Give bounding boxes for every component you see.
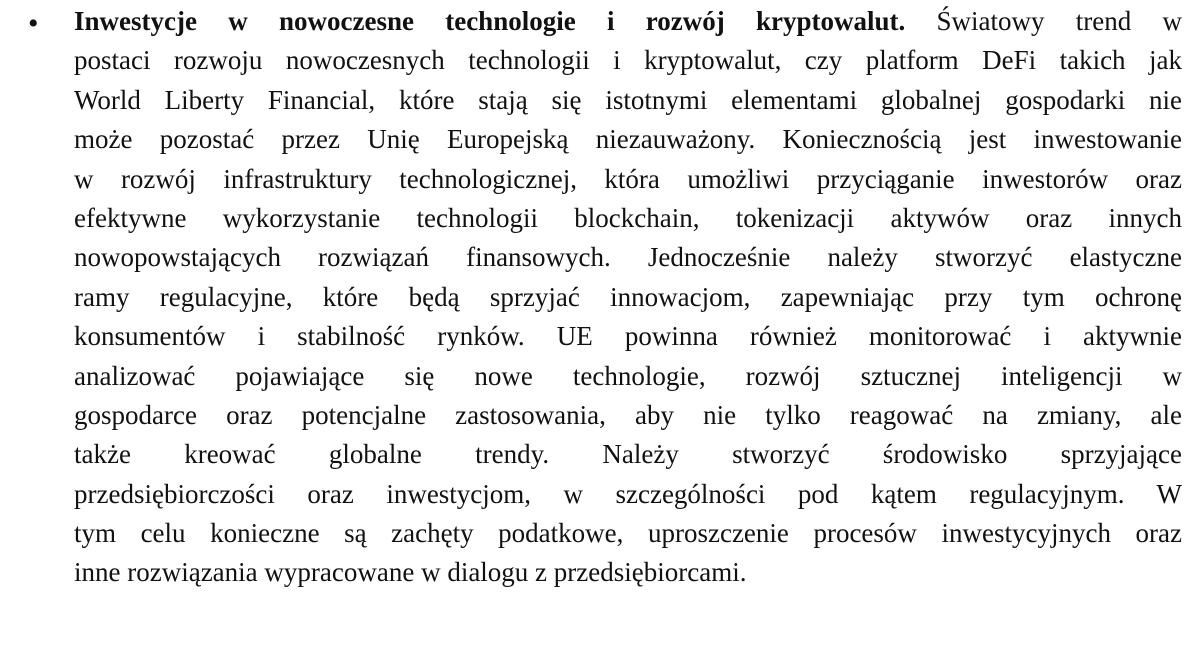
paragraph-text-line: przedsiębiorczości oraz inwestycjom, w szczególności pod kątem regulacyjnym. W (74, 478, 1182, 509)
bullet-paragraph (74, 2, 1182, 593)
paragraph-text-line: tym celu konieczne są zachęty podatkowe, uproszczenie procesów inwestycyjnych oraz (74, 518, 1182, 549)
paragraph-heading: Inwestycje w nowoczesne technologie i rozwój kryptowalut. (74, 6, 906, 36)
paragraph-text-line: nowopowstających rozwiązań finansowych. Jednocześnie należy stworzyć elastyczne (74, 242, 1182, 273)
bullet-point: • (28, 7, 39, 40)
paragraph-text-line: World Liberty Financial, które stają się istotnymi elementami globalnej gospodarki nie (74, 84, 1182, 115)
paragraph-text-line: Światowy trend w (905, 6, 1182, 36)
paragraph-text-line: analizować pojawiające się nowe technologie, rozwój sztucznej inteligencji w (74, 360, 1182, 391)
paragraph-text-line: gospodarce oraz potencjalne zastosowania, aby nie tylko reagować na zmiany, ale (74, 399, 1182, 430)
paragraph-text-line: może pozostać przez Unię Europejską niezauważony. Koniecznością jest inwestowanie (74, 124, 1182, 155)
paragraph-text-line: postaci rozwoju nowoczesnych technologii i kryptowalut, czy platform DeFi takich jak (74, 45, 1182, 76)
paragraph-text-line: inne rozwiązania wypracowane w dialogu z przedsiębiorcami. (74, 557, 747, 588)
paragraph-line-1 (74, 2, 1182, 41)
paragraph-text-line: efektywne wykorzystanie technologii blockchain, tokenizacji aktywów oraz innych (74, 202, 1182, 233)
paragraph-text-line: ramy regulacyjne, które będą sprzyjać innowacjom, zapewniając przy tym ochronę (74, 281, 1182, 312)
paragraph-text-line: konsumentów i stabilność rynków. UE powinna również monitorować i aktywnie (74, 321, 1182, 352)
paragraph-text-line: w rozwój infrastruktury technologicznej, która umożliwi przyciąganie inwestorów oraz (74, 163, 1182, 194)
paragraph-text-line: także kreować globalne trendy. Należy stworzyć środowisko sprzyjające (74, 439, 1182, 470)
